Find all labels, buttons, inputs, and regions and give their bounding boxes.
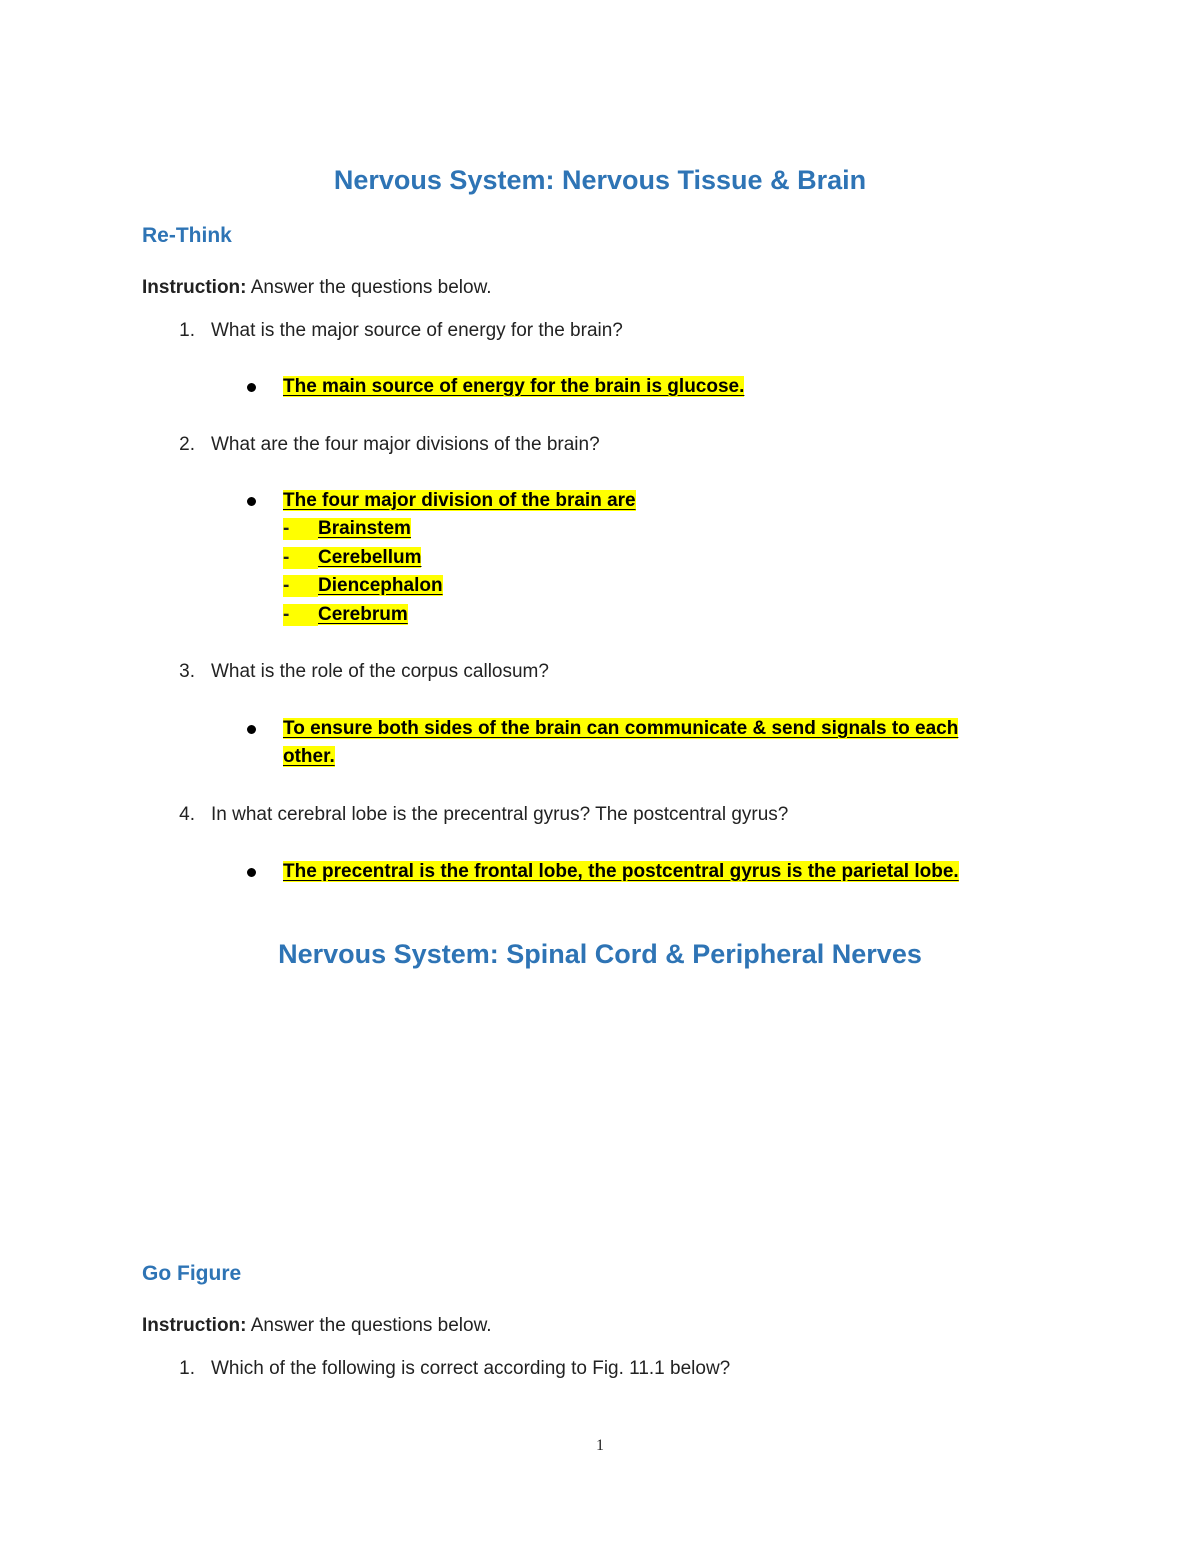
question-text: What are the four major divisions of the brain? xyxy=(211,434,600,455)
bullet-icon xyxy=(247,725,256,734)
list-item xyxy=(318,575,443,597)
question-number: 3. xyxy=(179,661,195,682)
list-item-text: Brainstem xyxy=(318,518,411,539)
question-number: 1. xyxy=(179,320,195,341)
section-heading-rethink: Re-Think xyxy=(142,224,232,247)
question-number: 4. xyxy=(179,804,195,825)
list-item xyxy=(318,547,421,569)
section-heading-go-figure: Go Figure xyxy=(142,1262,242,1285)
question-text: What is the major source of energy for the brain? xyxy=(211,320,623,341)
list-item-text: Cerebellum xyxy=(318,547,422,568)
instruction-text: Answer the questions below. xyxy=(246,277,492,298)
instruction-text: Answer the questions below. xyxy=(246,1315,492,1336)
answer-text: The precentral is the frontal lobe, the postcentral gyrus is the parietal lobe. xyxy=(283,861,959,882)
question-text: What is the role of the corpus callosum? xyxy=(211,661,549,682)
question-number: 2. xyxy=(179,434,195,455)
answer-text: To ensure both sides of the brain can communicate & send signals to each xyxy=(283,718,959,739)
list-item xyxy=(318,604,408,626)
section-title: Nervous System: Spinal Cord & Peripheral Nerves xyxy=(278,939,922,969)
dash-marker: - xyxy=(283,575,318,597)
instruction xyxy=(142,277,492,299)
dash-marker: - xyxy=(283,518,318,540)
question-number: 1. xyxy=(179,1358,195,1379)
answer-text: The main source of energy for the brain is glucose. xyxy=(283,376,745,397)
page-title: Nervous System: Nervous Tissue & Brain xyxy=(333,165,867,195)
dash-marker: - xyxy=(283,604,318,626)
list-item-text: Cerebrum xyxy=(318,604,408,625)
answer xyxy=(283,490,636,512)
instruction-label: Instruction: xyxy=(142,277,247,298)
list-item-text: Diencephalon xyxy=(318,575,443,596)
instruction-label: Instruction: xyxy=(142,1315,247,1336)
dash-marker: - xyxy=(283,547,318,569)
answer xyxy=(283,746,335,768)
list-item xyxy=(318,518,411,540)
answer xyxy=(283,718,958,740)
answer xyxy=(283,861,959,883)
bullet-icon xyxy=(247,868,256,877)
instruction xyxy=(142,1315,492,1337)
question-text: In what cerebral lobe is the precentral gyrus? The postcentral gyrus? xyxy=(211,804,789,825)
answer xyxy=(283,376,744,398)
answer-text: other. xyxy=(283,746,335,767)
answer-text: The four major division of the brain are xyxy=(283,490,636,511)
page-number: 1 xyxy=(596,1437,604,1454)
question-text: Which of the following is correct according to Fig. 11.1 below? xyxy=(211,1358,731,1379)
bullet-icon xyxy=(247,383,256,392)
bullet-icon xyxy=(247,497,256,506)
